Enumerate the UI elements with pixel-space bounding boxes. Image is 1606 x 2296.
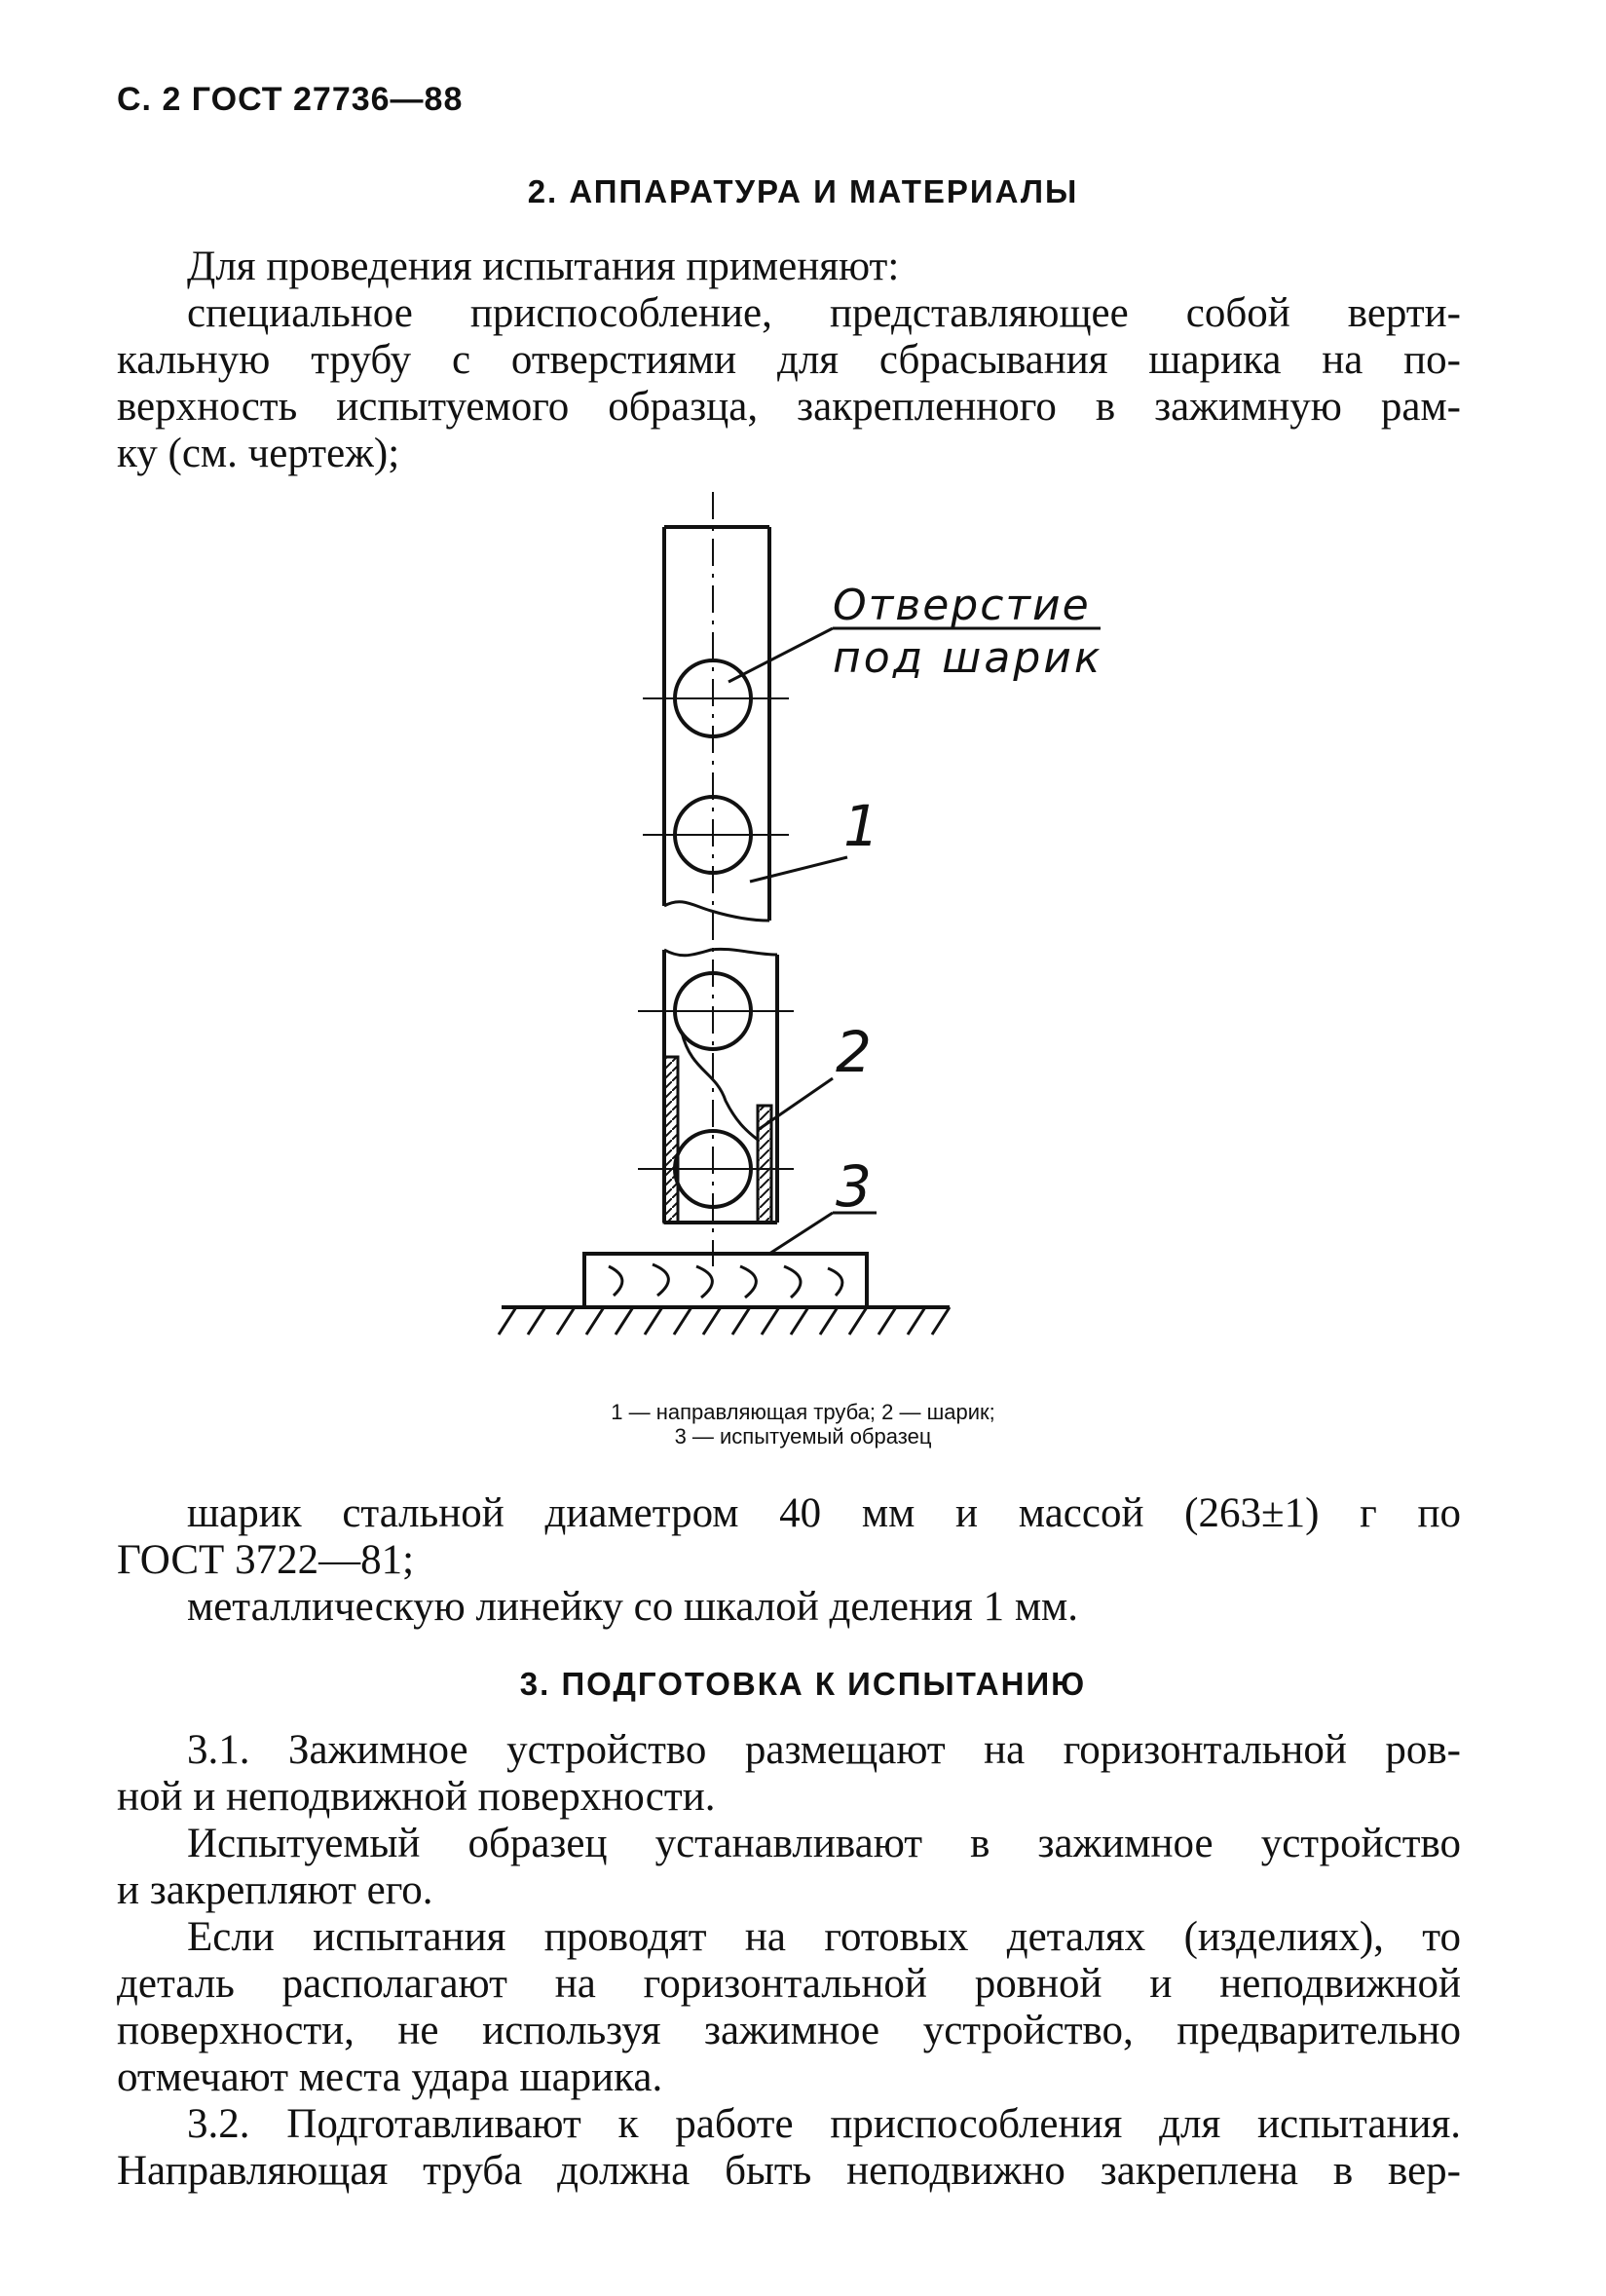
item2-line: шарик стальной диаметром 40 мм и массой (263±1) г по <box>187 1490 1461 1536</box>
p3-line: поверхности, не используя зажимное устройство, предварительно <box>117 2008 1461 2053</box>
page-header: С. 2 ГОСТ 27736—88 <box>117 81 464 118</box>
caption-line: 1 — направляющая труба; 2 — шарик; <box>611 1400 995 1424</box>
item1-line: верхность испытуемого образца, закрепленного в зажимную рам- <box>117 384 1461 430</box>
hole-leader-line <box>728 628 833 682</box>
section-3-title: 3. ПОДГОТОВКА К ИСПЫТАНИЮ <box>519 1666 1087 1702</box>
p3-line: отмечают места удара шарика. <box>117 2054 663 2100</box>
p4-line: 3.2. Подготавливают к работе приспособления для испытания. <box>187 2101 1461 2147</box>
section-2-items <box>117 1490 1461 1631</box>
item1-line: ку (см. чертеж); <box>117 431 400 476</box>
p3-line: деталь располагают на горизонтальной ровной и неподвижной <box>117 1961 1461 2007</box>
caption-line: 3 — испытуемый образец <box>674 1424 932 1449</box>
guide-tube-upper <box>664 527 769 921</box>
p3-line: Если испытания проводят на готовых деталях (изделиях), то <box>187 1914 1461 1960</box>
intro-line: Для проведения испытания применяют: <box>187 244 900 289</box>
item1-line: кальную трубу с отверстиями для сбрасывания шарика на по- <box>117 337 1461 383</box>
tube-wall-hatch-left <box>664 1057 678 1223</box>
item1-line: специальное приспособление, представляющее собой верти- <box>187 290 1461 336</box>
label-1: 1 <box>843 793 879 859</box>
test-specimen <box>584 1254 867 1307</box>
p2-line: Испытуемый образец устанавливают в зажимное устройство <box>187 1821 1461 1866</box>
section-2-title: 2. АППАРАТУРА И МАТЕРИАЛЫ <box>527 173 1079 209</box>
leader-1 <box>750 857 847 882</box>
figure-caption <box>0 1400 1606 1449</box>
p1-line: ной и неподвижной поверхности. <box>117 1774 716 1820</box>
hole-label-line2: под шарик <box>833 633 1103 683</box>
label-3: 3 <box>836 1153 872 1220</box>
item2-line: ГОСТ 3722—81; <box>117 1537 415 1583</box>
item3-line: металлическую линейку со шкалой деления 1 мм. <box>187 1584 1078 1630</box>
p4-line: Направляющая труба должна быть неподвижно закреплена в вер- <box>117 2148 1461 2194</box>
hole-3 <box>638 973 794 1049</box>
section-3-text <box>117 1727 1461 2195</box>
hole-label-line1: Отверстие <box>833 581 1091 630</box>
label-2: 2 <box>836 1019 872 1085</box>
ground-base <box>499 1307 950 1335</box>
p2-line: и закрепляют его. <box>117 1867 433 1913</box>
p1-line: 3.1. Зажимное устройство размещают на горизонтальной ров- <box>187 1727 1461 1773</box>
